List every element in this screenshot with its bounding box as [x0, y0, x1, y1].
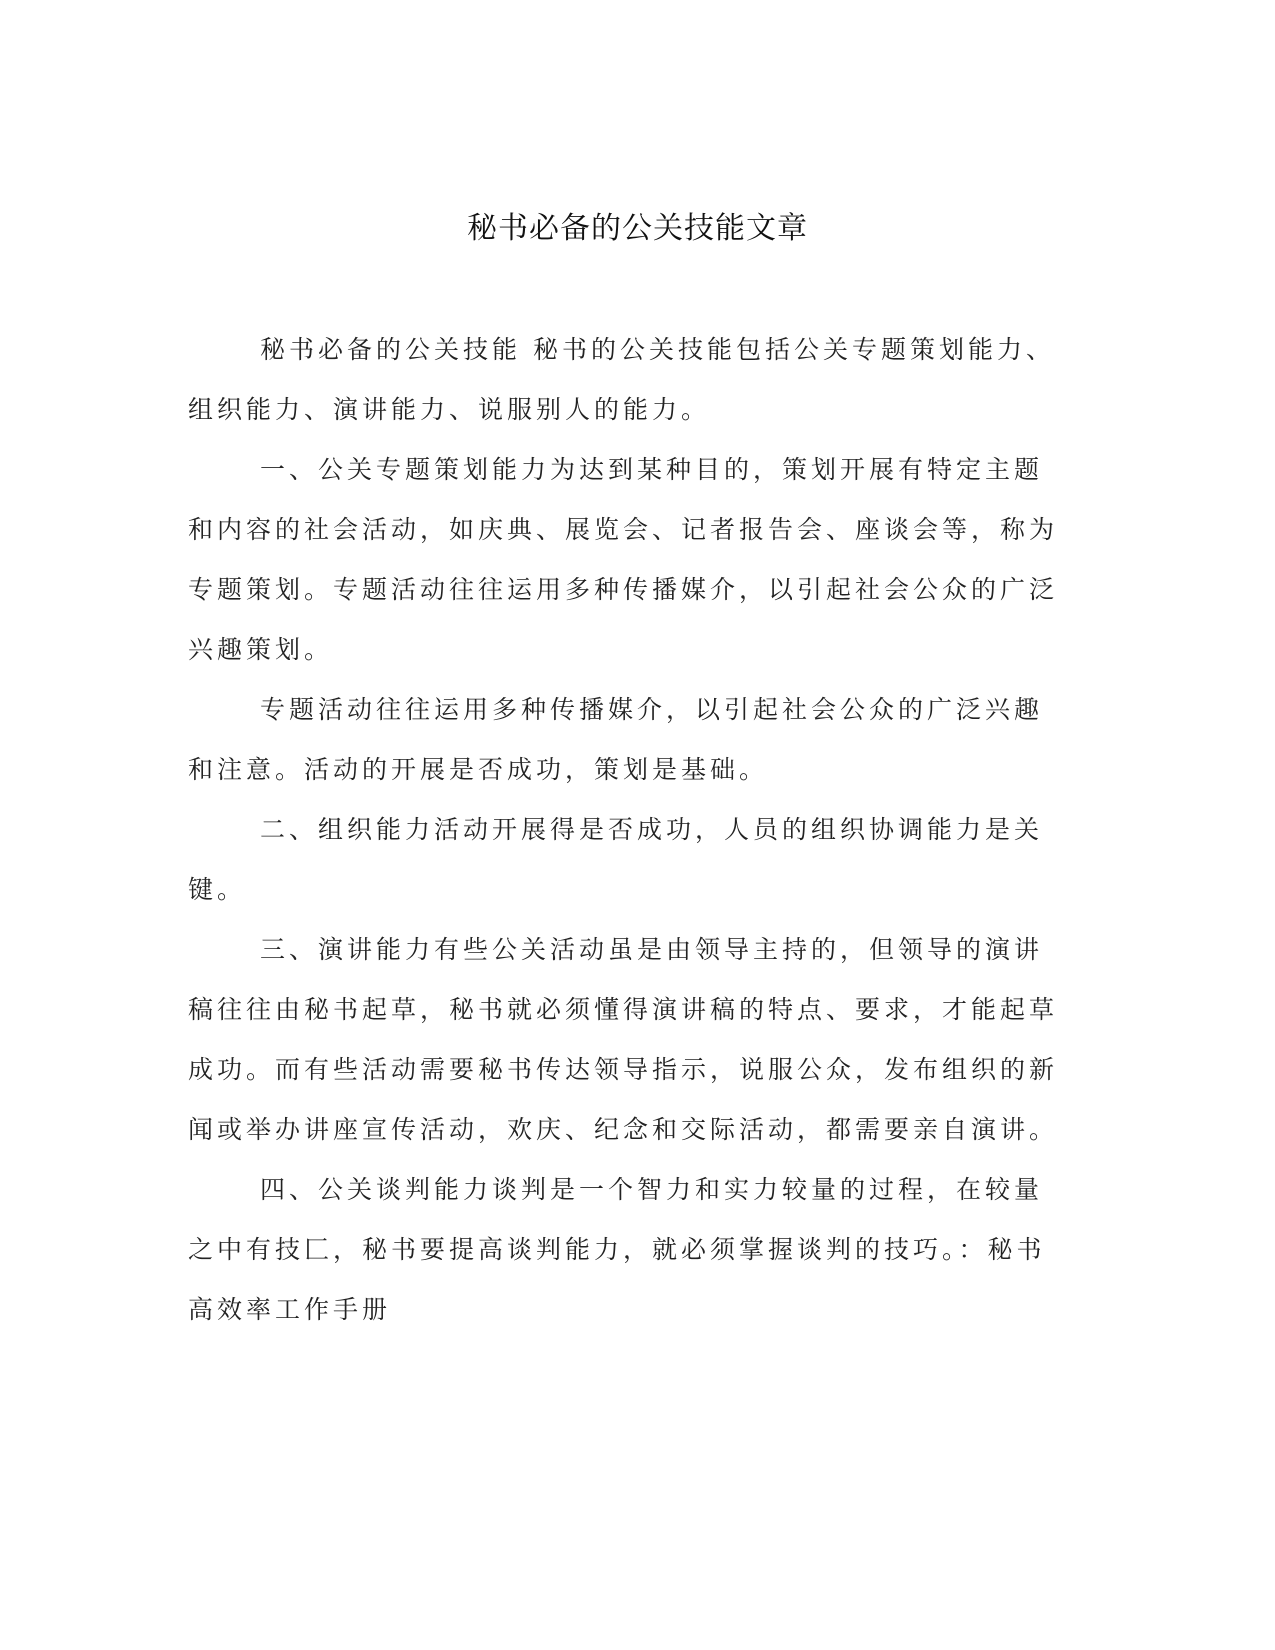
document-body [188, 320, 1068, 1340]
document-title: 秘书必备的公关技能文章 [467, 211, 808, 246]
paragraph-negotiation: 四、公关谈判能力谈判是一个智力和实力较量的过程，在较量之中有技匚，秘书要提高谈判能力，就必须掌握谈判的技巧。：秘书高效率工作手册 [188, 1175, 1046, 1324]
paragraph-planning: 一、公关专题策划能力为达到某种目的，策划开展有特定主题和内容的社会活动，如庆典、展览会、记者报告会、座谈会等，称为专题策划。专题活动往往运用多种传播媒介，以引起社会公众的广泛兴趣策划。 [188, 455, 1059, 664]
paragraph-intro: 秘书必备的公关技能 秘书的公关技能包括公关专题策划能力、组织能力、演讲能力、说服别人的能力。 [188, 335, 1055, 424]
paragraph-organization: 二、组织能力活动开展得是否成功，人员的组织协调能力是关键。 [188, 815, 1044, 904]
paragraph-media: 专题活动往往运用多种传播媒介，以引起社会公众的广泛兴趣和注意。活动的开展是否成功，策划是基础。 [188, 695, 1044, 784]
paragraph-speech: 三、演讲能力有些公关活动虽是由领导主持的，但领导的演讲稿往往由秘书起草，秘书就必须懂得演讲稿的特点、要求，才能起草成功。而有些活动需要秘书传达领导指示，说服公众，发布组织的新闻或举办讲座宣传活动，欢庆、纪念和交际活动，都需要亲自演讲。 [188, 935, 1059, 1144]
